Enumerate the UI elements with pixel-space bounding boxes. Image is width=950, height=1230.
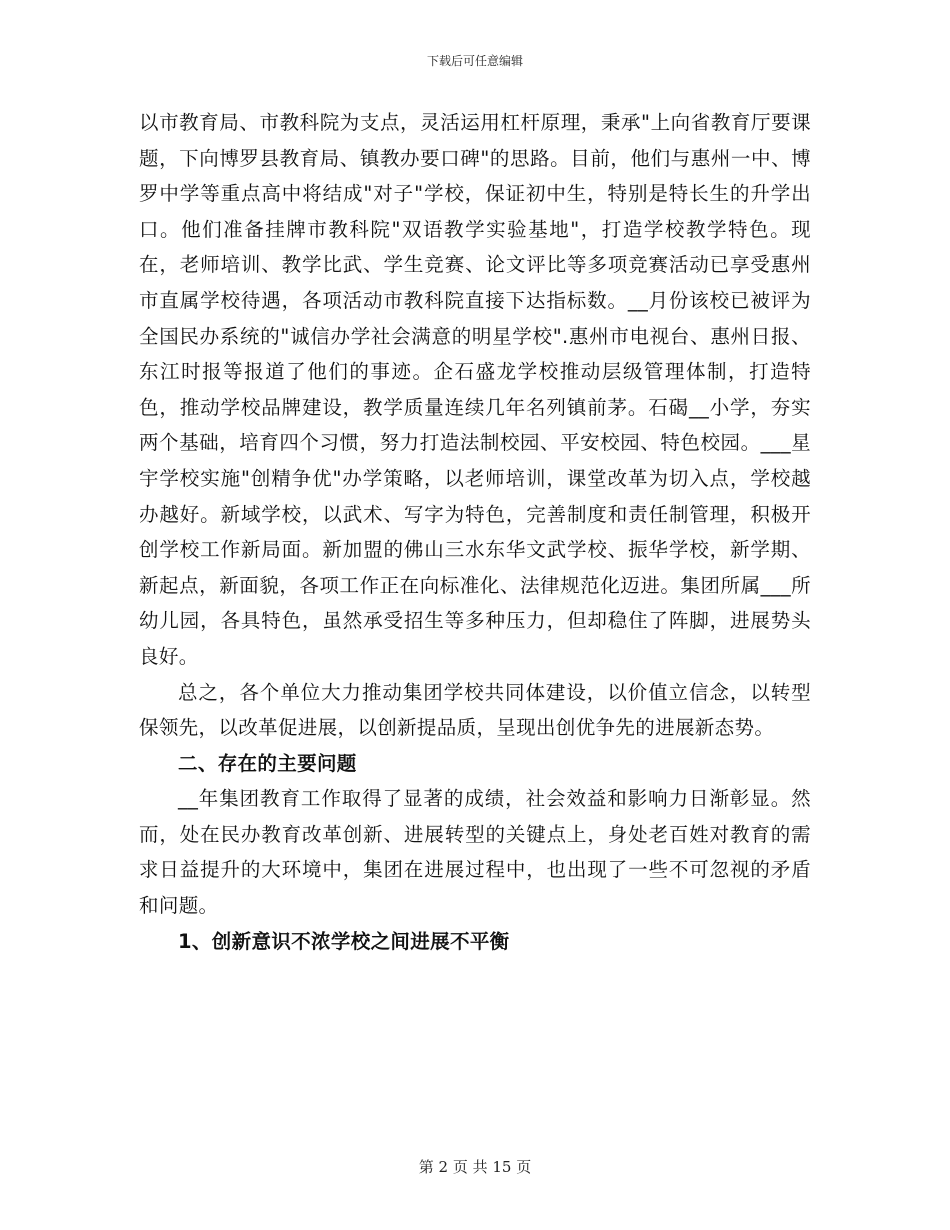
- page-number: 第 2 页 共 15 页: [418, 1158, 532, 1176]
- body-paragraph-schools: 以市教育局、市教科院为支点，灵活运用杠杆原理，秉承"上向省教育厅要课题，下向博罗县教育局、镇教办要口碑"的思路。目前，他们与惠州一中、博罗中学等重点高中将结成"对子"学校，保证初中生，特别是特长生的升学出口。他们准备挂牌市教科院"双语教学实验基地"，打造学校教学特色。现在，老师培训、教学比武、学生竞赛、论文评比等多项竞赛活动已享受惠州市直属学校待遇，各项活动市教科院直接下达指标数。__月份该校已被评为全国民办系统的"诚信办学社会满意的明星学校".惠州市电视台、惠州日报、东江时报等报道了他们的事迹。企石盛龙学校推动层级管理体制，打造特色，推动学校品牌建设，教学质量连续几年名列镇前茅。石碣__小学，夯实两个基础，培育四个习惯，努力打造法制校园、平安校园、特色校园。___星宇学校实施"创精争优"办学策略，以老师培训，课堂改革为切入点，学校越办越好。新域学校，以武术、写字为特色，完善制度和责任制管理，积极开创学校工作新局面。新加盟的佛山三水东华文武学校、振华学校，新学期、新起点，新面貌，各项工作正在向标准化、法律规范化迈进。集团所属___所幼儿园，各具特色，虽然承受招生等多种压力，但却稳住了阵脚，进展势头良好。: [139, 111, 811, 668]
- subsection-heading-innovation: 1、创新意识不浓学校之间进展不平衡: [178, 929, 510, 953]
- body-paragraph-summary: 总之，各个单位大力推动集团学校共同体建设，以价值立信念，以转型保领先，以改革促进展，以创新提品质，呈现出创优争先的进展新态势。: [139, 680, 811, 740]
- body-paragraph-problems-intro: __年集团教育工作取得了显著的成绩，社会效益和影响力日渐彰显。然而，处在民办教育改革创新、进展转型的关键点上，身处老百姓对教育的需求日益提升的大环境中，集团在进展过程中，也出现了一些不可忽视的矛盾和问题。: [139, 787, 811, 918]
- page-header: 下载后可任意编辑: [426, 54, 523, 68]
- document-body: [139, 105, 811, 959]
- section-heading-problems: 二、存在的主要问题: [178, 751, 357, 775]
